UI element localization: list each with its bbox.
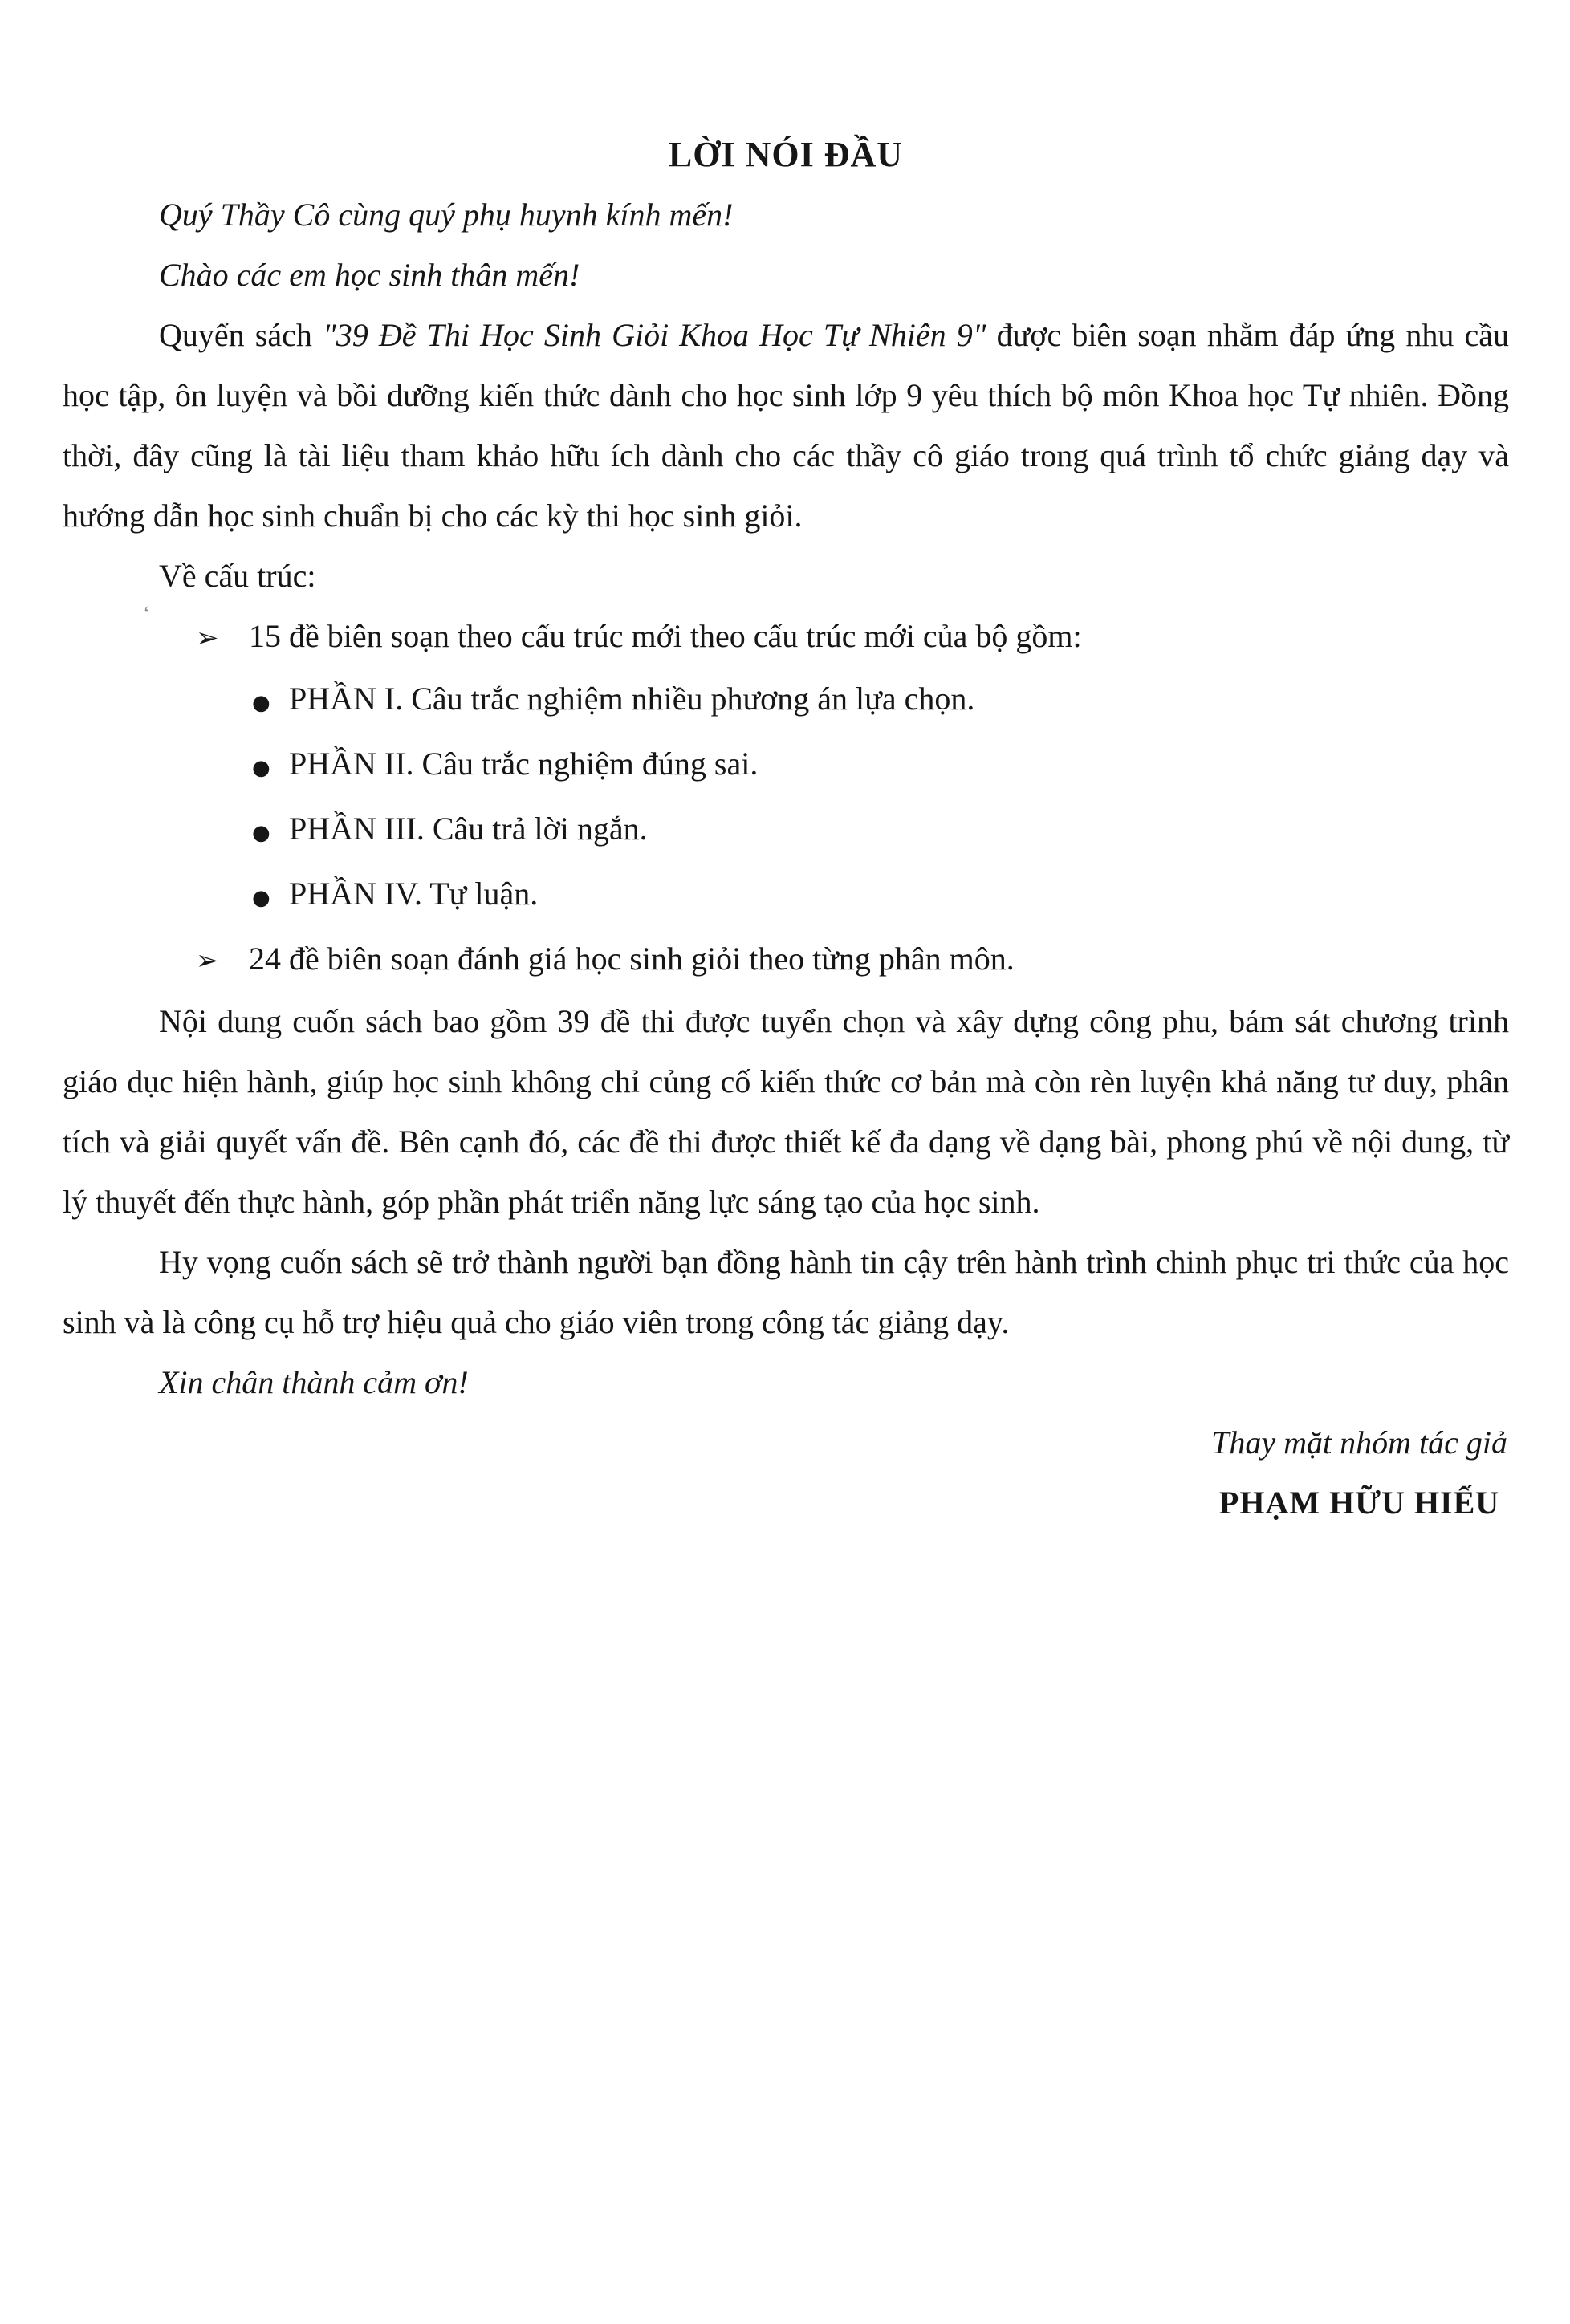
greeting-students: Chào các em học sinh thân mến!	[159, 257, 580, 293]
page-title: LỜI NÓI ĐẦU	[668, 135, 904, 174]
arrow-list-item	[63, 928, 1509, 991]
intro-suffix: được biên soạn nhằm đáp ứng nhu cầu học tập, ôn luyện và bồi dưỡng kiến thức dành cho học sinh lớp 9 yêu thích bộ môn Khoa học Tự nhiên. Đồng thời, đây cũng là tài liệu tham khảo hữu ích dành cho các thầy cô giáo trong quá trình tổ chức giảng dạy và hướng dẫn học sinh chuẩn bị cho các kỳ thi học sinh giỏi.	[63, 317, 1510, 534]
intro-paragraph	[63, 305, 1509, 546]
content-paragraph: Nội dung cuốn sách bao gồm 39 đề thi được tuyển chọn và xây dựng công phu, bám sát chương trình giáo dục hiện hành, giúp học sinh không chỉ củng cố kiến thức cơ bản mà còn rèn luyện khả năng tư duy, phân tích và giải quyết vấn đề. Bên cạnh đó, các đề thi được thiết kế đa dạng về dạng bài, phong phú về nội dung, từ lý thuyết đến thực hành, góp phần phát triển năng lực sáng tạo của học sinh.	[63, 1003, 1509, 1220]
structure-heading: Về cấu trúc:	[159, 558, 316, 594]
hope-paragraph: Hy vọng cuốn sách sẽ trở thành người bạn đồng hành tin cậy trên hành trình chinh phục tri thức của học sinh và là công cụ hỗ trợ hiệu quả cho giáo viên trong công tác giảng dạy.	[63, 1244, 1509, 1340]
arrow-item-text: 24 đề biên soạn đánh giá học sinh giỏi theo từng phân môn.	[249, 941, 1015, 977]
signature-block	[1211, 1412, 1507, 1533]
list-item-part-4	[63, 863, 1509, 928]
dot-bullet-icon: ●	[252, 756, 270, 780]
scan-artifact-mark: ‘	[143, 602, 151, 627]
thanks-line: Xin chân thành cảm ơn!	[159, 1364, 469, 1400]
list-item-part-2	[63, 733, 1509, 798]
structure-arrow-list	[63, 606, 1509, 668]
exam-parts-list	[63, 668, 1509, 928]
signoff-role: Thay mặt nhóm tác giả	[1211, 1424, 1507, 1461]
list-item-part-1	[63, 668, 1509, 733]
signoff-author-name: PHẠM HỮU HIẾU	[1218, 1485, 1500, 1521]
part-text: PHẦN I. Câu trắc nghiệm nhiều phương án lựa chọn.	[289, 681, 975, 717]
dot-bullet-icon: ●	[252, 691, 270, 715]
dot-bullet-icon: ●	[252, 886, 270, 910]
arrowhead-bullet-icon: ➢	[196, 622, 219, 654]
arrowhead-bullet-icon: ➢	[196, 945, 219, 977]
part-text: PHẦN II. Câu trắc nghiệm đúng sai.	[289, 746, 759, 782]
structure-arrow-list-2	[63, 928, 1509, 991]
arrow-list-item	[63, 606, 1509, 668]
dot-bullet-icon: ●	[252, 821, 270, 845]
part-text: PHẦN IV. Tự luận.	[289, 876, 539, 912]
book-title-text: "39 Đề Thi Học Sinh Giỏi Khoa Học Tự Nhiên 9"	[322, 317, 986, 353]
intro-prefix: Quyển sách	[159, 317, 323, 353]
greeting-teachers: Quý Thầy Cô cùng quý phụ huynh kính mến!	[159, 197, 734, 233]
arrow-item-text: 15 đề biên soạn theo cấu trúc mới theo cấu trúc mới của bộ gồm:	[249, 618, 1082, 654]
list-item-part-3	[63, 798, 1509, 863]
part-text: PHẦN III. Câu trả lời ngắn.	[289, 811, 648, 847]
